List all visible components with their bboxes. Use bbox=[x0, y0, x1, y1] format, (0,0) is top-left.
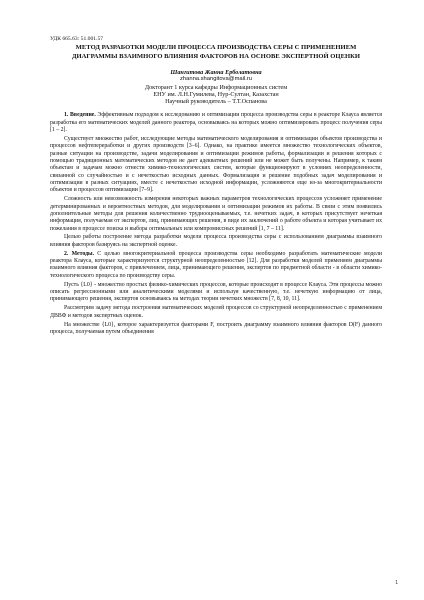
paragraph-text: Эффективным подходом к исследованию и оптимизации процесса производства серы в реакторе Клауса является разработка его математических моделей данного реактора, основываясь на которых можно оптимизировать процесс получения серы [1 – 2]. bbox=[50, 112, 382, 133]
paragraph: Рассмотрим задачу метода построения математических моделей процессов со структурной неопределенностью с применением ДВВФ и методов экспертных оценок. bbox=[50, 305, 382, 319]
paper-title: МЕТОД РАЗРАБОТКИ МОДЕЛИ ПРОЦЕССА ПРОИЗВОДСТВА СЕРЫ С ПРИМЕНЕНИЕМ ДИАГРАММЫ ВЗАИМНОГО ВЛИЯНИЯ ФАКТОРОВ НА ОСНОВЕ ЭКСПЕРТНОЙ ОЦЕНКИ bbox=[71, 44, 361, 60]
section-heading-introduction: 1. Введение. bbox=[64, 112, 96, 119]
paragraph-text: С целью многокритериальной процесса производства серы необходимо разработать математические модели реактора Клауса, которые характеризуются структурной неопределенностью [12]. Для разработки моделей применяем диаграммы взаимного влияния факторов, с привлечением, лица, принимающего решения, экспертов по предметной области - в области химико-технологического процесса по производству серы. bbox=[50, 250, 382, 279]
author-email[interactable]: zhanna.shangitova@mail.ru bbox=[180, 76, 252, 83]
paragraph-introduction bbox=[50, 112, 382, 134]
supervisor: Научный руководитель – Т.Т.Оспанова bbox=[165, 98, 267, 105]
paragraph-methods bbox=[50, 251, 382, 280]
paragraph: Сложность или невозможность измерения некоторых важных параметров технологических процессов усложняет применение детерминированных и вероятностных методов, для моделирования и оптимизации режимов их работы. В связи с этим появились дополнительные методы для решения количественно труднооценываемых, т.е. нечетких задач, в которых присутствует нечеткая информация, получаемая от экспертов, лиц, принимающих решения, в виде их заключений о работе объекта и которая учитывает их пожелания в процессе поиска и выбора оптимальных или компромиссных решений [1, 7 – 11]. bbox=[50, 196, 382, 232]
author-affiliation: ЕНУ им. Л.Н.Гумилева, Нур-Султан, Казахстан bbox=[153, 90, 279, 98]
author-name: Шангитова Жанна Ерболатовна bbox=[170, 69, 262, 77]
paragraph: На множестве {L0}, которое характеризуется факторами F, построить диаграмму взаимного влияния факторов D(F) данного процесса, получаемая путем объединения bbox=[50, 321, 382, 335]
section-heading-methods: 2. Методы. bbox=[64, 250, 95, 257]
paragraph: Существует множество работ, исследующие методы математического моделирования и оптимизации объектов производства и процессов нефтепереработки и других производств [3–6]. Однако, на практике имеется множество технологических объектов, разные ситуации на производстве, задачи моделирования и оптимизации режимов работы, формализации и решения которых с помощью традиционных математических методов не дает адекватных решений или не может быть получены. Например, к таким объектам и задачам можно отнести химико-технологических систем, которые функционируют в условиях неопределенности, связанной со случайностью и с нечеткостью исходных данных. Формализация и решение подобных задач моделирования и оптимизации в разных ситуациях, вместе с нечеткостью исходной информации, усложняются еще из-за многокритериальности объектов и процессов оптимизации [7–9]. bbox=[50, 135, 382, 194]
author-position: Докторант 1 курса кафедры Информационных систем bbox=[144, 83, 288, 91]
author-block bbox=[50, 69, 382, 105]
udk-code: УДК 665.63: 51.001.57 bbox=[50, 36, 104, 42]
paragraph: Пусть {L0} - множество простых физико-химических процессов, которые происходят в процессе Клауса. Эти процессы можно описать регрессионными или аналитическими моделями и используя качественную, т.е. нечеткую информацию от лица, принимающего решения, экспертов основываясь на методах теории нечетких множеств [7, 8, 10, 11]. bbox=[50, 281, 382, 303]
paragraph: Целью работы построение метода разработки модели процесса производства серы с использованием диаграммы взаимного влияния факторов базируясь на экспертной оценке. bbox=[50, 234, 382, 248]
page-number: 1 bbox=[395, 580, 398, 586]
